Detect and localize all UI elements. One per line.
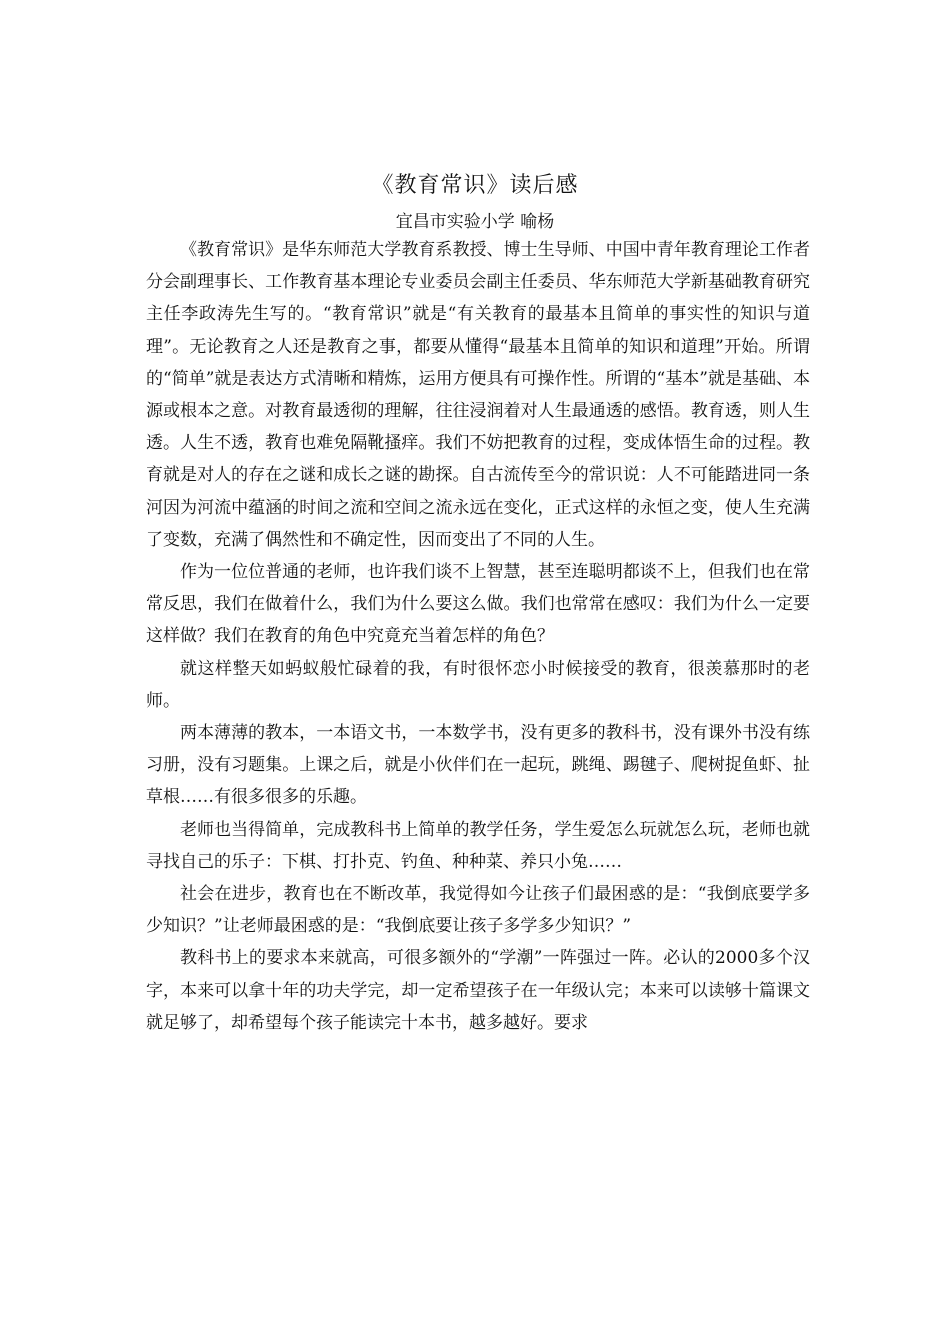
paragraph-5: 老师也当得简单，完成教科书上简单的教学任务，学生爱怎么玩就怎么玩，老师也就寻找自己的乐子：下棋、打扑克、钓鱼、种种菜、养只小兔…… [146, 819, 810, 872]
document-title: 《教育常识》读后感 [371, 173, 579, 198]
paragraph-1: 《教育常识》是华东师范大学教育系教授、博士生导师、中国中青年教育理论工作者分会副理事长、工作教育基本理论专业委员会副主任委员、华东师范大学新基础教育研究主任李政涛先生写的。“教育常识”就是“有关教育的最基本且简单的事实性的知识与道理”。无论教育之人还是教育之事，都要从懂得“最基本且简单的知识和道理”开始。所谓的“简单”就是表达方式清晰和精炼，运用方便具有可操作性。所谓的“基本”就是基础、本源或根本之意。对教育最透彻的理解，往往浸润着对人生最通透的感悟。教育透，则人生透。人生不透，教育也难免隔靴搔痒。我们不妨把教育的过程，变成体悟生命的过程。教育就是对人的存在之谜和成长之谜的勘探。自古流传至今的常识说：人不可能踏进同一条河因为河流中蕴涵的时间之流和空间之流永远在变化，正式这样的永恒之变，使人生充满了变数，充满了偶然性和不确定性，因而变出了不同的人生。 [146, 240, 810, 550]
document-body [146, 234, 810, 1039]
paragraph-2: 作为一位位普通的老师，也许我们谈不上智慧，甚至连聪明都谈不上，但我们也在常常反思，我们在做着什么，我们为什么要这么做。我们也常常在感叹：我们为什么一定要这样做？我们在教育的角色中究竟充当着怎样的角色？ [146, 562, 810, 647]
paragraph-4: 两本薄薄的教本，一本语文书，一本数学书，没有更多的教科书，没有课外书没有练习册，没有习题集。上课之后，就是小伙伴们在一起玩，跳绳、踢毽子、爬树捉鱼虾、扯草根……有很多很多的乐趣。 [146, 723, 810, 808]
paragraph-3: 就这样整天如蚂蚁般忙碌着的我，有时很怀恋小时候接受的教育，很羡慕那时的老师。 [146, 658, 810, 711]
paragraph-7: 教科书上的要求本来就高，可很多额外的“学潮”一阵强过一阵。必认的2000多个汉字，本来可以拿十年的功夫学完，却一定希望孩子在一年级认完；本来可以读够十篇课文就足够了，却希望每个孩子能读完十本书，越多越好。要求 [146, 948, 810, 1033]
paragraph-6: 社会在进步，教育也在不断改革，我觉得如今让孩子们最困惑的是：“我倒底要学多少知识？”让老师最困惑的是：“我倒底要让孩子多学多少知识？” [146, 884, 810, 937]
document-author: 宜昌市实验小学 喻杨 [395, 212, 555, 232]
